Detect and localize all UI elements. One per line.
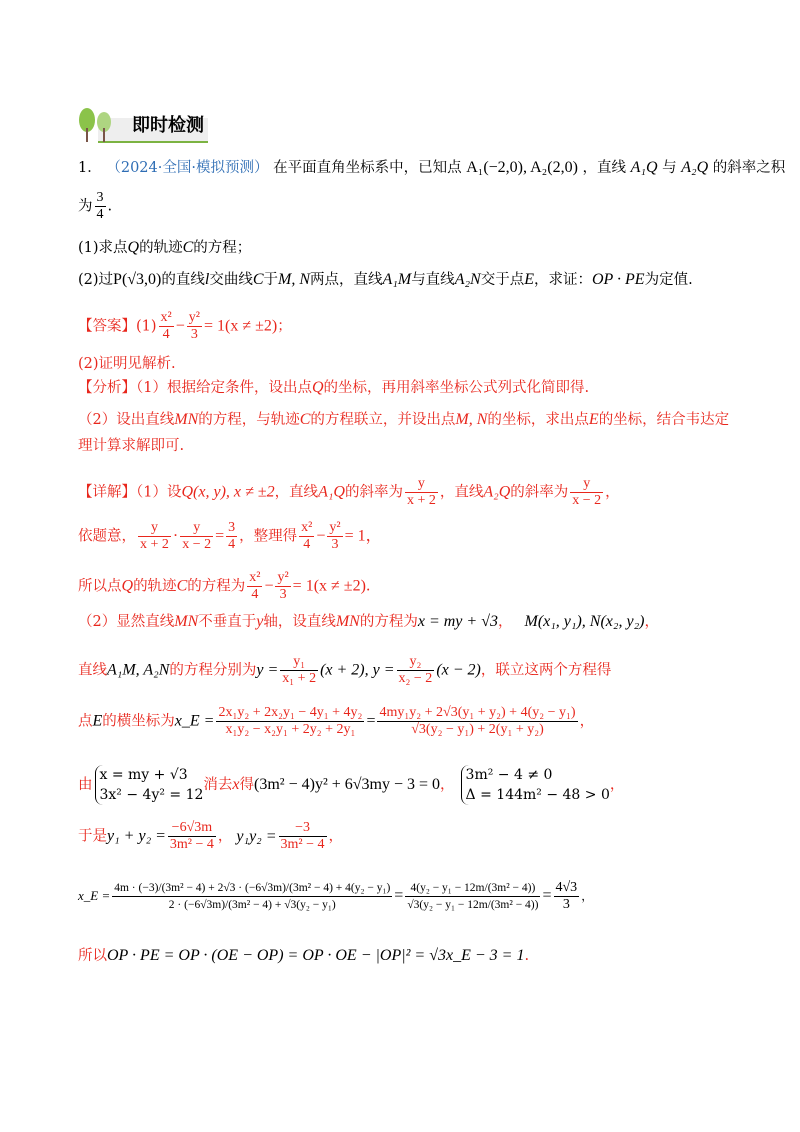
detail-line3: 所以点Q的轨迹C的方程为 $\frac{\text{x²}}{4}$ − $\frac{\text{y²}}{3}$ = 1(x ≠ ±2). [78,570,371,602]
question-1: (1)求点Q的轨迹C的方程； [78,239,252,256]
fraction-3-4: $\frac{3}{4}$ [96,190,104,222]
problem-stem-line2: 为 $\frac{3}{4}$ . [78,190,113,222]
detail-line10: 所以OP · PE = OP · (OE − OP) = OP · OE − |OP|² = √3x_E − 3 = 1. [78,947,530,964]
analysis-label: 【分析】 [78,380,136,396]
detail-line4: （2）显然直线MN不垂直于y轴，设直线MN的方程为x = my + √3， M(x₁, y₁), N(x₂, y₂)， [78,613,659,630]
detail-label: 【详解】 [78,484,136,501]
detail-line8: 于是y₁ + y₂ = $\frac{-6√3m}{\text{3m² − 4}}$ ， y₁y₂ = $\frac{-3}{\text{3m² − 4}}$ ， [78,820,344,852]
detail-line9: x_E = $\frac{\text{4m · (−3)/(3m² − 4) + 2√3 · (−6√3m)/(3m² − 4) + 4(y₂ − y₁)}}{\text{2 · (−6√3m)/(3m² − 4) + √3(y₂ − y₁)}}$ = $\frac{\text{4(y₂ − y₁ − 12m/(3m² − 4))}}{\text{√3(y₂ − y₁ − 12m/(3m² − 4))}}$ = $\frac{4√3}{3}$ ， [78,880,594,912]
detail-line7: 由 x = my + √3 3x² − 4y² = 12 消去x得(3m² − 4)y² + 6√3my − 3 = 0， 3m² − 4 ≠ 0 Δ = 144m² − 48 > 0 ， [78,767,625,803]
detail-line1: 【详解】（1）设Q(x, y), x ≠ ±2，直线A₁Q的斜率为 $\frac{y}{x + 2}$ ，直线A₂Q的斜率为 $\frac{y}{x - 2}$ ， [78,476,620,508]
detail-line2: 依题意， $\frac{y}{x + 2}$ · $\frac{y}{x - 2}$ = $\frac{3}{4}$ ，整理得 $\frac{\text{x²}}{4}$ − $\frac{\text{y²}}{3}$ = 1， [78,520,382,552]
answer-line1: 【答案】(1) $\frac{\text{x²}}{4}$ − $\frac{\text{y²}}{3}$ = 1(x ≠ ±2)； [78,310,292,342]
analysis-line3: 理计算求解即可. [78,438,185,454]
problem-stem-line1: 1． （2024·全国·模拟预测） 在平面直角坐标系中，已知点 A₁(−2,0), A₂(2,0) ，直线 A₁Q 与 A₂Q 的斜率之积 [78,159,786,176]
analysis-line2: （2）设出直线MN的方程，与轨迹C的方程联立，并设出点M, N的坐标，求出点E的坐标，结合韦达定 [78,411,730,428]
detail-line5: 直线A₁M, A₂N的方程分别为y = $\frac{\text{y₁}}{\text{x₁ + 2}}$ (x + 2), y = $\frac{\text{y₂}}{\text{x₂ − 2}}$ (x − 2)，联立这两个方程得 [78,654,612,686]
problem-source: （2024·全国·模拟预测） [106,160,269,176]
answer-line2: (2)证明见解析. [78,356,176,372]
detail-line6: 点E的横坐标为x_E = $\frac{\text{2x₁y₂ + 2x₂y₁ − 4y₁ + 4y₂}}{\text{x₁y₂ − x₂y₁ + 2y₂ + 2y₁}}$ = $\frac{\text{4my₁y₂ + 2√3(y₁ + y₂) + 4(y₂ − y₁)}}{\text{√3(y₂ − y₁) + 2(y₁ + y₂)}}$ ， [78,705,595,737]
problem-number: 1． [78,160,102,176]
answer-label: 【答案】 [78,318,136,335]
analysis-line1: 【分析】（1）根据给定条件，设出点Q的坐标，再用斜率坐标公式列式化简即得. [78,379,590,396]
given-points: A₁(−2,0), A₂(2,0) [466,159,578,176]
question-2: (2)过P(√3,0)的直线l交曲线C于M, N两点，直线A₁M与直线A₂N交于点E，求证：OP · PE为定值. [78,271,693,288]
section-title: 即时检测 [132,115,204,136]
